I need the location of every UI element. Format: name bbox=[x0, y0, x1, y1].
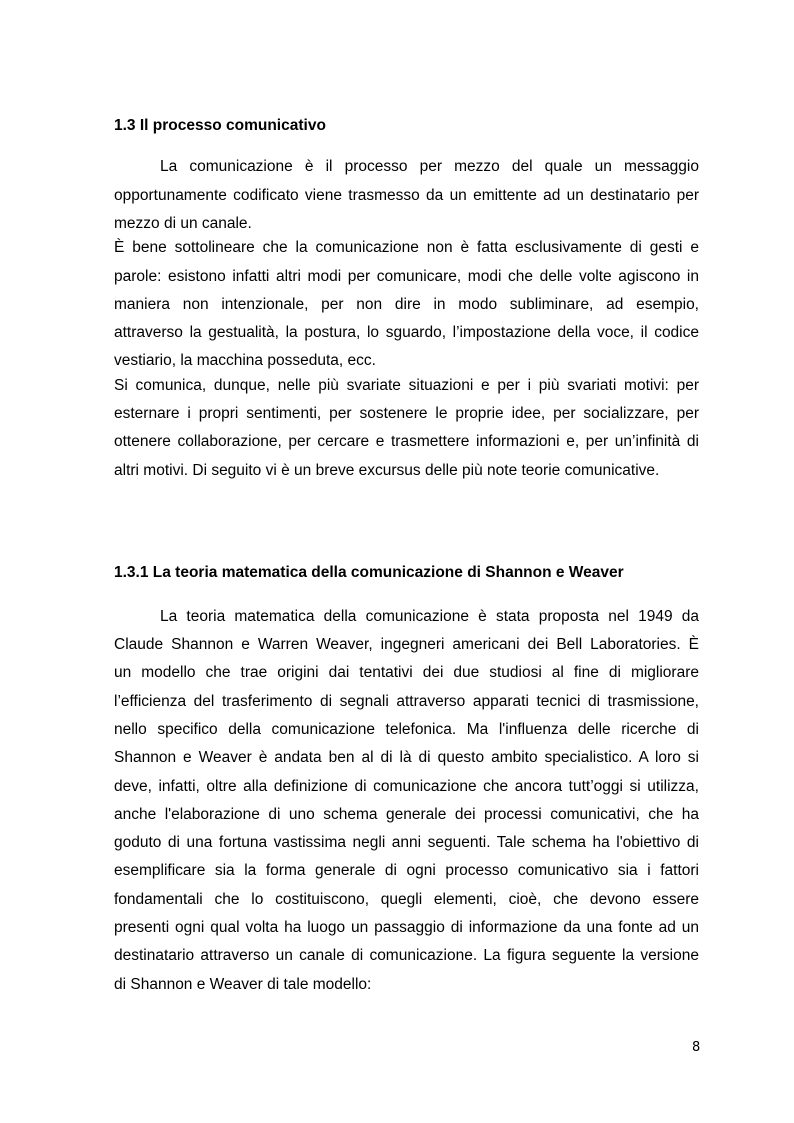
text-line: opportunamente codificato viene trasmesso da un emittente ad un destinatario per bbox=[114, 187, 699, 204]
text-line: esemplificare sia la forma generale di ogni processo comunicativo sia i fattori bbox=[114, 862, 699, 879]
document-page bbox=[114, 0, 699, 1123]
text-line: vestiario, la macchina posseduta, ecc. bbox=[114, 352, 376, 369]
text-line: goduto di una fortuna vastissima negli anni seguenti. Tale schema ha l'obiettivo di bbox=[114, 834, 699, 851]
text-line: un modello che trae origini dai tentativi dei due studiosi al fine di migliorare bbox=[114, 664, 699, 681]
text-line: esternare i propri sentimenti, per sostenere le proprie idee, per socializzare, per bbox=[114, 405, 699, 422]
text-line: La comunicazione è il processo per mezzo del quale un messaggio bbox=[160, 158, 699, 175]
text-line: La teoria matematica della comunicazione è stata proposta nel 1949 da bbox=[160, 608, 699, 625]
text-line: nello specifico della comunicazione telefonica. Ma l'influenza delle ricerche di bbox=[114, 721, 699, 738]
subsection-heading: 1.3.1 La teoria matematica della comunicazione di Shannon e Weaver bbox=[114, 564, 624, 581]
text-line: È bene sottolineare che la comunicazione non è fatta esclusivamente di gesti e bbox=[114, 239, 699, 256]
text-line: presenti ogni qual volta ha luogo un passaggio di informazione da una fonte ad un bbox=[114, 919, 699, 936]
text-line: maniera non intenzionale, per non dire in modo subliminare, ad esempio, bbox=[114, 296, 699, 313]
text-line: mezzo di un canale. bbox=[114, 215, 252, 232]
text-line: attraverso la gestualità, la postura, lo sguardo, l’impostazione della voce, il codice bbox=[114, 324, 699, 341]
text-line: altri motivi. Di seguito vi è un breve excursus delle più note teorie comunicative. bbox=[114, 462, 660, 479]
text-line: Shannon e Weaver è andata ben al di là di questo ambito specialistico. A loro si bbox=[114, 749, 699, 766]
text-line: fondamentali che lo costituiscono, quegli elementi, cioè, che devono essere bbox=[114, 891, 699, 908]
page-number: 8 bbox=[692, 1040, 701, 1055]
text-line: l’efficienza del trasferimento di segnali attraverso apparati tecnici di trasmissione, bbox=[114, 693, 699, 710]
text-line: ottenere collaborazione, per cercare e trasmettere informazioni e, per un’infinità di bbox=[114, 433, 699, 450]
section-heading: 1.3 Il processo comunicativo bbox=[114, 117, 326, 134]
text-line: di Shannon e Weaver di tale modello: bbox=[114, 976, 372, 993]
text-line: anche l'elaborazione di uno schema generale dei processi comunicativi, che ha bbox=[114, 806, 699, 823]
text-line: parole: esistono infatti altri modi per comunicare, modi che delle volte agiscono in bbox=[114, 268, 699, 285]
text-line: Claude Shannon e Warren Weaver, ingegneri americani dei Bell Laboratories. È bbox=[114, 636, 699, 653]
text-line: deve, infatti, oltre alla definizione di comunicazione che ancora tutt’oggi si utilizza, bbox=[114, 778, 699, 795]
text-line: destinatario attraverso un canale di comunicazione. La figura seguente la versione bbox=[114, 947, 699, 964]
text-line: Si comunica, dunque, nelle più svariate situazioni e per i più svariati motivi: per bbox=[114, 377, 699, 394]
